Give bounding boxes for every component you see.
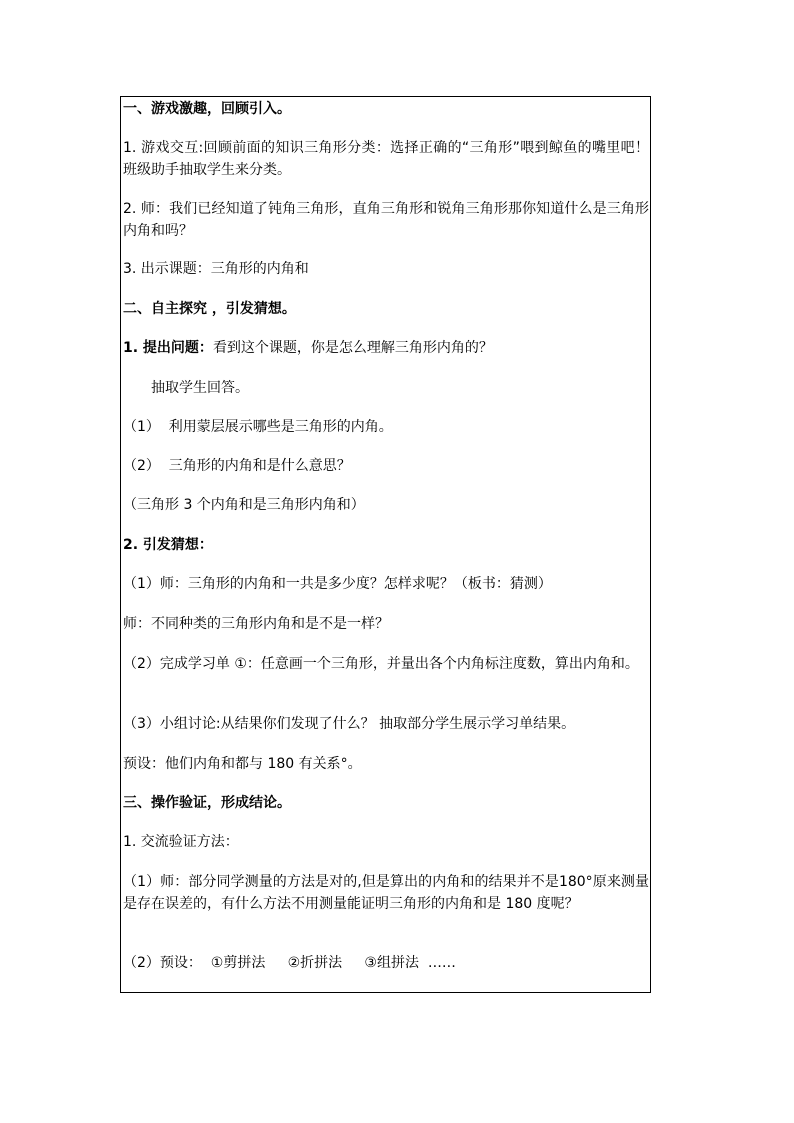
section-1-item-2: 2. 师：我们已经知道了钝角三角形，直角三角形和锐角三角形那你知道什么是三角形内角和吗？ — [123, 201, 649, 239]
section-1-item-1: 1. 游戏交互:回顾前面的知识三角形分类：选择正确的“三角形”喂到鲸鱼的嘴里吧！班级助手抽取学生来分类。 — [123, 140, 649, 178]
section-2-guess-3: （2）完成学习单 ①：任意画一个三角形，并量出各个内角标注度数，算出内角和。 — [123, 656, 639, 672]
question-text: 看到这个课题，你是怎么理解三角形内角的？ — [212, 340, 493, 356]
section-2-answer: 抽取学生回答。 — [151, 380, 249, 396]
section-3-item-2: （1）师：部分同学测量的方法是对的,但是算出的内角和的结果并不是180°原来测量是存在误差的，有什么方法不用测量能证明三角形的内角和是 180 度呢？ — [123, 874, 649, 912]
section-2-guess-heading: 2. 引发猜想： — [123, 537, 213, 553]
section-2-guess-5: 预设：他们内角和都与 180 有关系°。 — [123, 756, 362, 772]
section-2-question-1 — [123, 337, 493, 359]
section-3-heading: 三、操作验证，形成结论。 — [123, 795, 291, 811]
question-label: 1. 提出问题： — [123, 340, 213, 356]
lesson-plan-table-cell — [120, 96, 651, 993]
section-3-item-1: 1. 交流验证方法： — [123, 834, 239, 850]
section-2-guess-2: 师：不同种类的三角形内角和是不是一样？ — [123, 616, 389, 632]
section-2-heading: 二、自主探究 ，引发猜想。 — [123, 301, 296, 317]
section-1-item-3: 3. 出示课题：三角形的内角和 — [123, 261, 309, 277]
section-2-guess-4: （3）小组讨论:从结果你们发现了什么？ 抽取部分学生展示学习单结果。 — [123, 716, 576, 732]
section-2-note: （三角形 3 个内角和是三角形内角和） — [123, 497, 365, 513]
section-2-subitem-1: （1） 利用蒙层展示哪些是三角形的内角。 — [123, 419, 393, 435]
section-3-item-3: （2）预设： ①剪拼法 ②折拼法 ③组拼法 …… — [123, 955, 456, 971]
section-1-heading: 一、游戏激趣，回顾引入。 — [123, 101, 291, 117]
section-2-subitem-2: （2） 三角形的内角和是什么意思？ — [123, 458, 351, 474]
section-2-guess-1: （1）师：三角形的内角和一共是多少度？怎样求呢？（板书：猜测） — [123, 576, 552, 592]
